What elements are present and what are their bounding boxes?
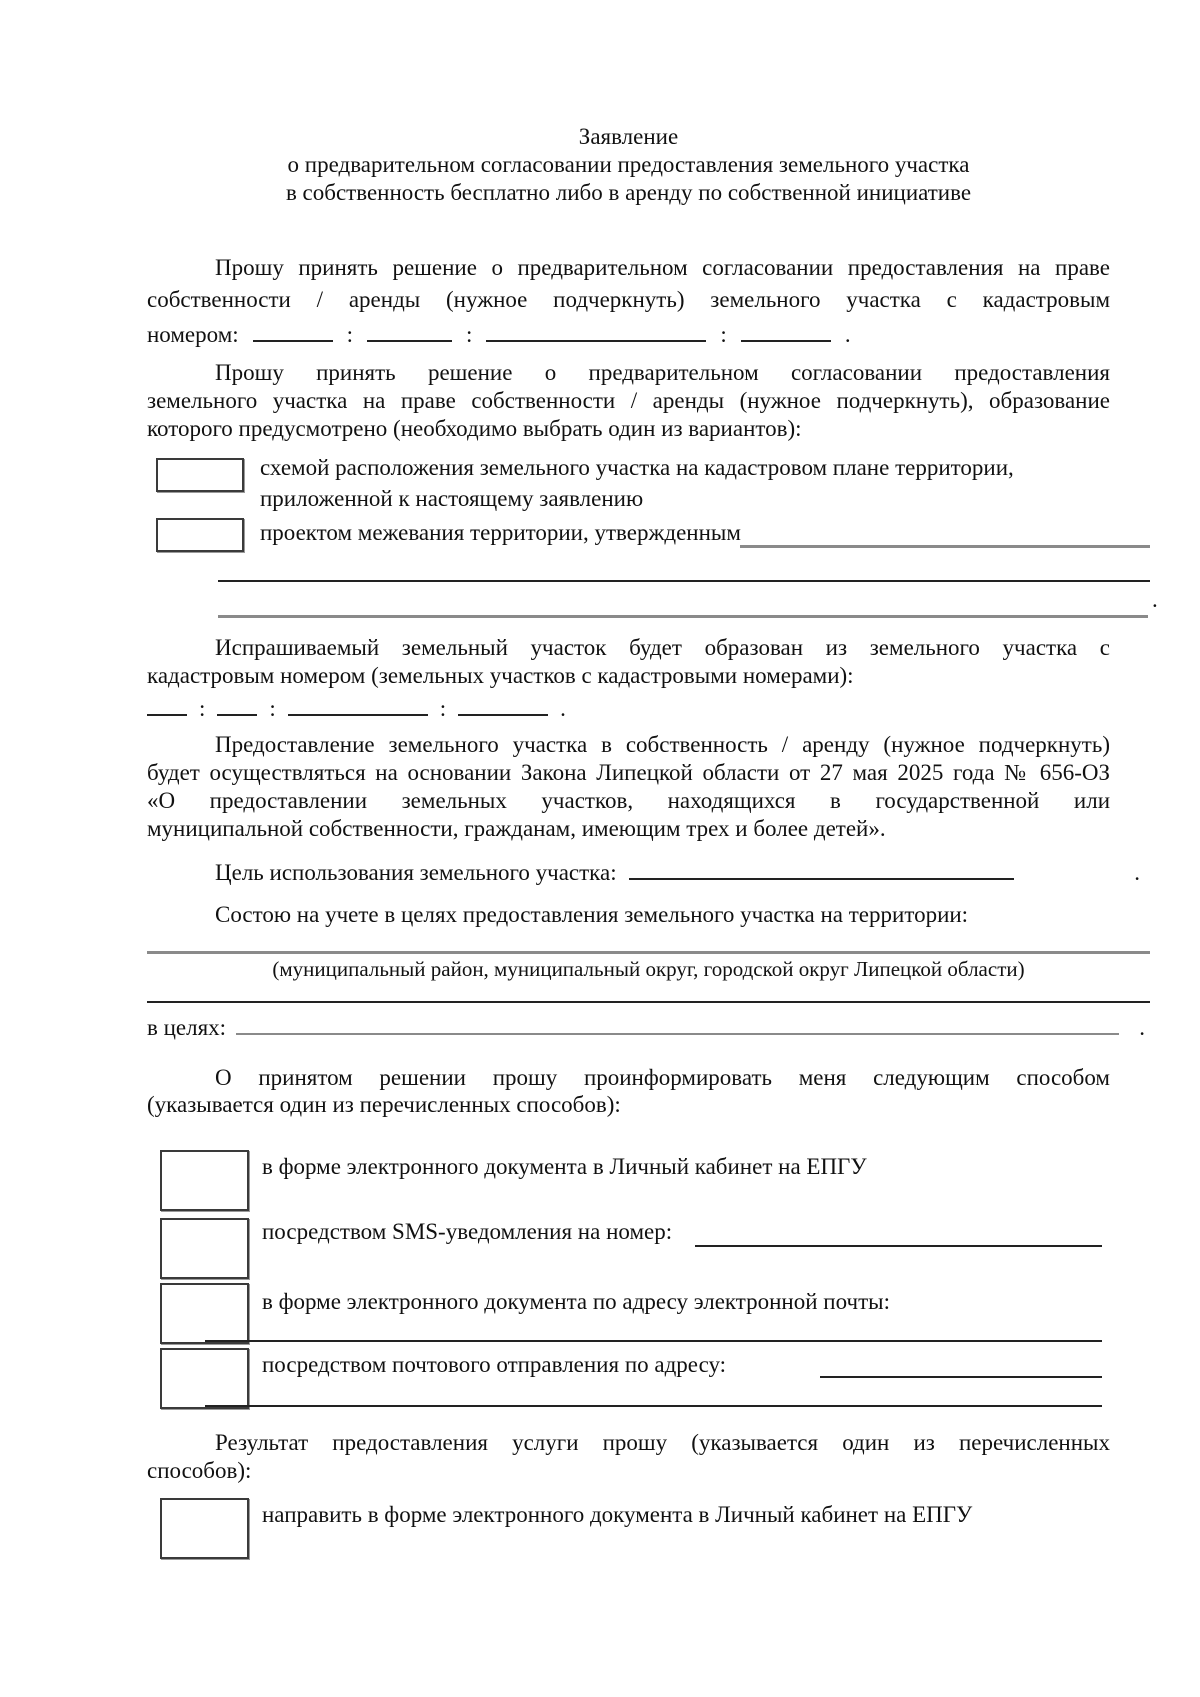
para-law-line-1: Предоставление земельного участка в собственность / аренду (нужное подчеркнуть) — [215, 732, 1110, 757]
title-line-2: о предварительном согласовании предоставления земельного участка — [287, 152, 970, 177]
registered-line: Состою на учете в целях предоставления земельного участка на территории: — [215, 902, 969, 927]
para-law-line-4: муниципальной собственности, гражданам, имеющим трех и более детей». — [147, 816, 886, 841]
para-law-line-2: будет осуществляться на основании Закона Липецкой области от 27 мая 2025 года № 656-ОЗ — [147, 760, 1110, 785]
source-cadastral-number-row — [147, 692, 1110, 723]
email-address-field[interactable] — [205, 1340, 1102, 1342]
title-line-3: в собственность бесплатно либо в аренду по собственной инициативе — [285, 180, 972, 205]
survey-approved-by-field[interactable] — [740, 545, 1150, 548]
source-cadastral-part2-field[interactable] — [217, 692, 257, 716]
sms-number-field[interactable] — [695, 1245, 1102, 1247]
purpose-row — [215, 856, 1140, 887]
period-mark: . — [560, 696, 566, 721]
cadastral-part4-field[interactable] — [741, 318, 831, 342]
colon-separator: : — [720, 322, 727, 347]
purpose-field[interactable] — [629, 856, 1014, 880]
postal-address-field-line-1[interactable] — [820, 1376, 1102, 1378]
period-mark: . — [1152, 587, 1158, 612]
para-result-line-2: способов): — [147, 1458, 252, 1483]
para-inform-line-2: (указывается один из перечисленных способов): — [147, 1092, 621, 1117]
survey-project-option-label: проектом межевания территории, утвержденным — [260, 520, 741, 545]
source-cadastral-part4-field[interactable] — [458, 692, 548, 716]
para-formation-line-1: Прошу принять решение о предварительном согласовании предоставления — [215, 360, 1110, 385]
checkbox-result-epgu[interactable] — [160, 1498, 249, 1559]
result-epgu-label: направить в форме электронного документа в Личный кабинет на ЕПГУ — [262, 1502, 973, 1527]
goals-label: в целях: — [147, 1015, 227, 1040]
cadastral-number-row — [147, 318, 1110, 349]
para-formation-line-2: земельного участка на праве собственности / аренды (нужное подчеркнуть), образование — [147, 388, 1110, 413]
para-result-line-1: Результат предоставления услуги прошу (указывается один из перечисленных — [215, 1430, 1110, 1455]
colon-separator: : — [439, 696, 447, 721]
cadastral-number-label: номером: — [147, 322, 239, 347]
inform-postal-label: посредством почтового отправления по адресу: — [262, 1352, 727, 1377]
period-mark: . — [1134, 860, 1140, 885]
scheme-option-label-line-1: схемой расположения земельного участка на кадастровом плане территории, — [260, 455, 1014, 480]
checkbox-inform-epgu[interactable] — [160, 1150, 249, 1211]
colon-separator: : — [199, 696, 206, 721]
para-formed-from-line-1: Испрашиваемый земельный участок будет образован из земельного участка с — [215, 635, 1110, 660]
checkbox-inform-email[interactable] — [160, 1283, 249, 1344]
cadastral-part3-field[interactable] — [486, 318, 706, 342]
title-line-1: Заявление — [578, 124, 679, 149]
colon-separator: : — [466, 322, 473, 347]
para-inform-line-1: О принятом решении прошу проинформировать меня следующим способом — [215, 1065, 1110, 1090]
source-cadastral-part1-field[interactable] — [147, 692, 187, 716]
period-mark: . — [844, 322, 851, 347]
inform-epgu-label: в форме электронного документа в Личный кабинет на ЕПГУ — [262, 1154, 867, 1179]
territory-caption: (муниципальный район, муниципальный округ, городской округ Липецкой области) — [272, 957, 1025, 981]
checkbox-inform-sms[interactable] — [160, 1218, 249, 1279]
goals-row — [147, 1011, 1145, 1042]
survey-extra-field-line-1[interactable] — [218, 580, 1150, 582]
checkbox-survey-project-option[interactable] — [156, 518, 244, 552]
document-title — [147, 123, 1110, 207]
inform-sms-label: посредством SMS-уведомления на номер: — [262, 1219, 673, 1244]
checkbox-inform-postal[interactable] — [160, 1348, 249, 1409]
cadastral-part1-field[interactable] — [253, 318, 333, 342]
para-formed-from-line-2: кадастровым номером (земельных участков с кадастровыми номерами): — [147, 663, 854, 688]
para-formation-line-3: которого предусмотрено (необходимо выбрать один из вариантов): — [147, 416, 802, 441]
purpose-label: Цель использования земельного участка: — [215, 860, 617, 885]
territory-field-line-2[interactable] — [147, 1001, 1150, 1003]
cadastral-part2-field[interactable] — [367, 318, 452, 342]
goals-field[interactable] — [236, 1011, 1119, 1035]
colon-separator: : — [346, 322, 354, 347]
para-law-line-3: «О предоставлении земельных участков, находящихся в государственной или — [147, 788, 1110, 813]
period-mark: . — [1139, 1015, 1145, 1040]
colon-separator: : — [269, 696, 276, 721]
scheme-option-label — [260, 452, 1110, 514]
source-cadastral-part3-field[interactable] — [288, 692, 428, 716]
para-cadastral-line-1: Прошу принять решение о предварительном согласовании предоставления на праве — [215, 255, 1110, 280]
territory-field-line[interactable] — [147, 951, 1150, 954]
scheme-option-label-line-2: приложенной к настоящему заявлению — [260, 486, 644, 511]
para-cadastral-line-2: собственности / аренды (нужное подчеркнуть) земельного участка с кадастровым — [147, 287, 1110, 312]
postal-address-field-line-2[interactable] — [205, 1405, 1102, 1407]
inform-email-label: в форме электронного документа по адресу электронной почты: — [262, 1289, 890, 1314]
checkbox-scheme-option[interactable] — [156, 458, 244, 492]
survey-extra-field-line-2[interactable] — [218, 615, 1148, 618]
